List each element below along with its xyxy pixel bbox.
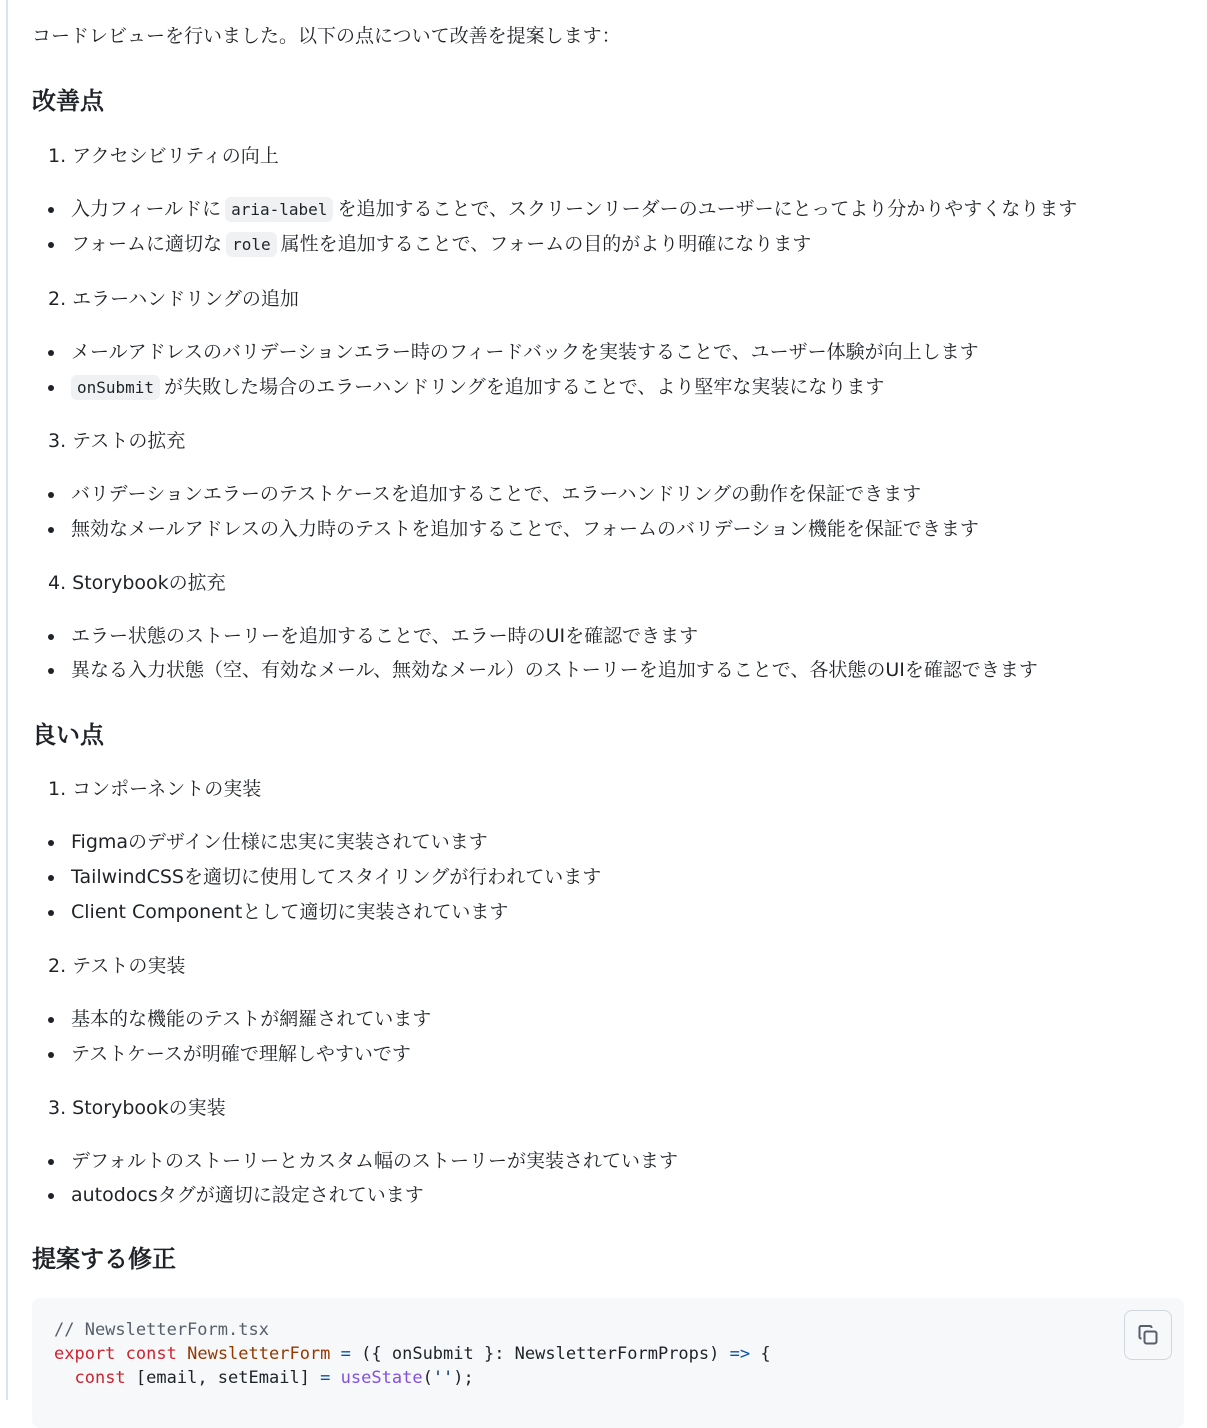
bullet-dot xyxy=(48,527,54,533)
good-point-item-2-label: 2. テストの実装 xyxy=(48,955,186,977)
bullet-dot xyxy=(48,1193,54,1199)
improvement-item-4-label: 4. Storybookの拡充 xyxy=(48,572,226,594)
good-point-item-3-label: 3. Storybookの実装 xyxy=(48,1097,226,1119)
inline-code: aria-label xyxy=(225,197,333,222)
bullet-dot xyxy=(48,350,54,356)
bullet-dot xyxy=(48,385,54,391)
improvement-item-2-label: 2. エラーハンドリングの追加 xyxy=(48,288,299,310)
bullet-dot xyxy=(48,910,54,916)
code-block xyxy=(32,1298,1184,1428)
heading-improvements: 改善点 xyxy=(32,87,104,115)
copy-button[interactable] xyxy=(1124,1310,1172,1360)
bullet-dot xyxy=(48,492,54,498)
bullet-dot xyxy=(48,1159,54,1165)
bullet-dot xyxy=(48,1052,54,1058)
heading-suggested-fix: 提案する修正 xyxy=(32,1245,176,1273)
heading-good-points: 良い点 xyxy=(32,721,104,749)
bullet-dot xyxy=(48,875,54,881)
bullet-dot xyxy=(48,207,54,213)
code-comment: // NewsletterForm.tsx xyxy=(54,1320,269,1340)
left-border-rule xyxy=(6,0,8,1400)
intro-text: コードレビューを行いました。以下の点について改善を提案します： xyxy=(32,25,621,47)
bullet-dot xyxy=(48,840,54,846)
bullet-dot xyxy=(48,242,54,248)
inline-code: onSubmit xyxy=(71,375,160,400)
code-lines: // NewsletterForm.tsx export const NewsletterForm = ({ onSubmit }: NewsletterFormProps) => { const [email, setEmail] = useState(''); xyxy=(54,1320,771,1388)
good-point-item-1-label: 1. コンポーネントの実装 xyxy=(48,778,262,800)
bullet-dot xyxy=(48,634,54,640)
improvement-item-1-label: 1. アクセシビリティの向上 xyxy=(48,145,279,167)
bullet-dot xyxy=(48,1017,54,1023)
improvement-item-3-label: 3. テストの拡充 xyxy=(48,430,186,452)
copy-icon xyxy=(1136,1323,1160,1347)
inline-code: role xyxy=(226,232,277,257)
bullet-dot xyxy=(48,668,54,674)
